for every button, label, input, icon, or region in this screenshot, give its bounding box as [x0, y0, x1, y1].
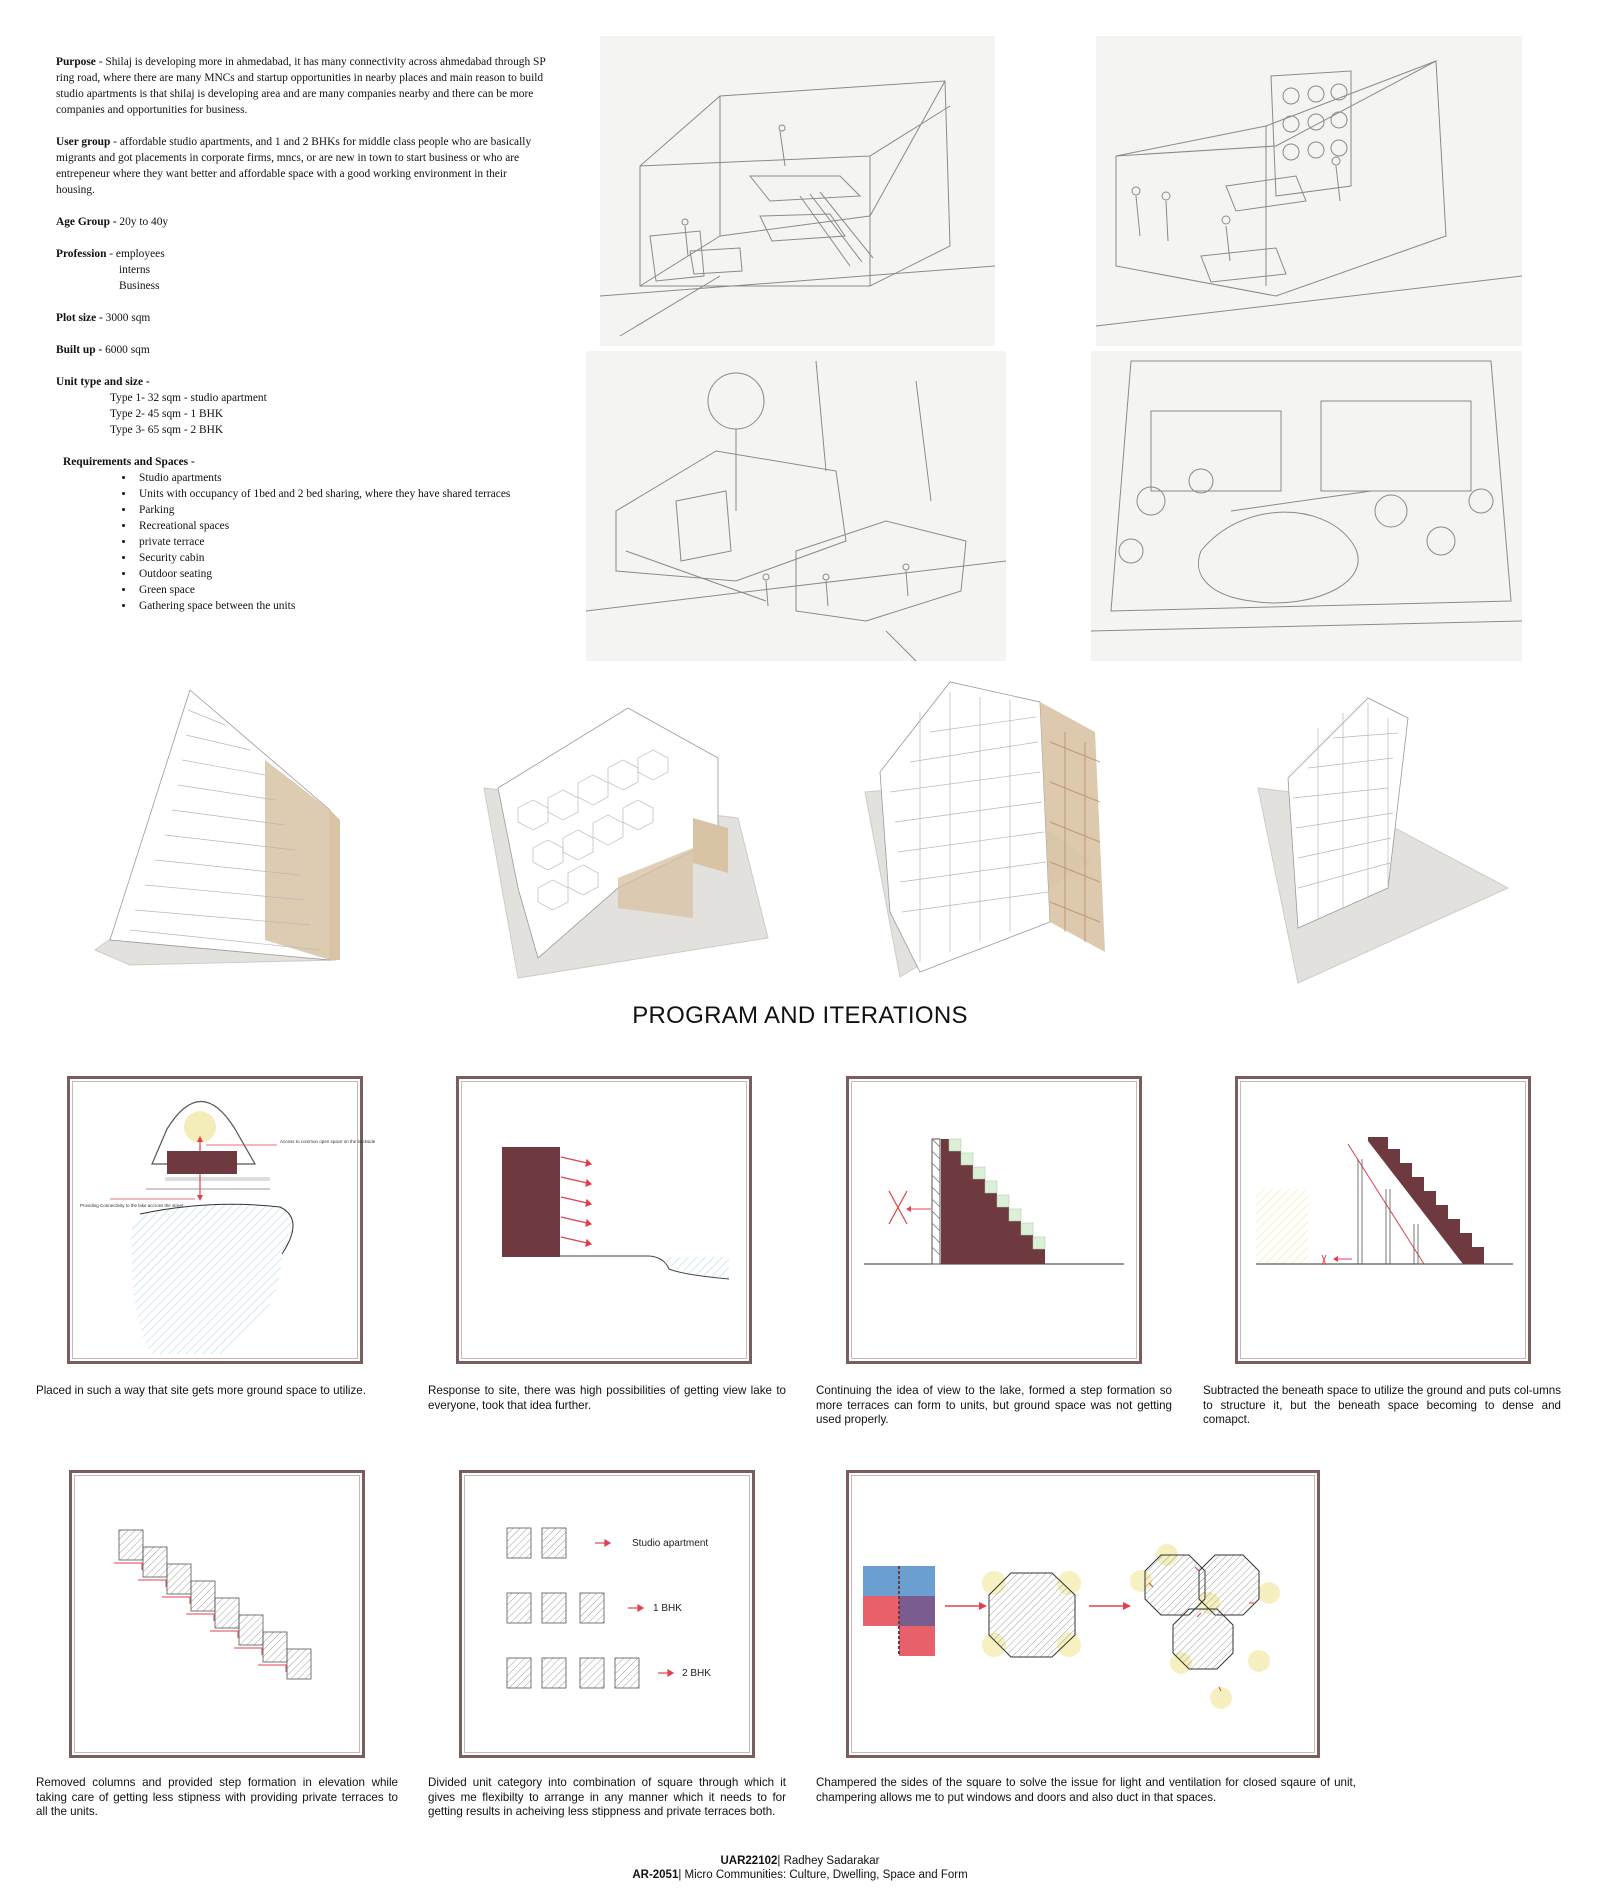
stepped-block: [1368, 1137, 1484, 1264]
ground-space-hatch: [1256, 1189, 1308, 1264]
octagon-unit: [1173, 1609, 1233, 1669]
profession-value: Business: [119, 280, 160, 292]
age-group-paragraph: [56, 214, 546, 230]
iteration-panel-1: [67, 1076, 376, 1364]
unit-type-paragraph: [56, 374, 546, 438]
profession-value: - employees: [106, 248, 165, 260]
massing-model-1: [90, 680, 390, 980]
unit-type-item: Type 3- 65 sqm - 2 BHK: [110, 424, 224, 436]
requirement-item: • Outdoor seating: [135, 566, 546, 582]
caption-1: Placed in such a way that site gets more ground space to utilize.: [36, 1384, 366, 1397]
course-name: | Micro Communities: Culture, Dwelling, Space and Form: [678, 1869, 968, 1881]
footer-line-course: [0, 1868, 1600, 1882]
iteration-panel-3: [846, 1076, 1142, 1364]
iteration-panel-6: [459, 1470, 755, 1758]
profession-value: interns: [119, 264, 151, 276]
octagon-unit: [989, 1573, 1075, 1657]
iteration-panel-2: [456, 1076, 752, 1364]
massing-model-2: [478, 688, 778, 988]
age-group-value: 20y to 40y: [119, 216, 169, 228]
requirement-item: • Parking: [135, 502, 546, 518]
octagon-unit: [1199, 1555, 1259, 1615]
requirement-item: • Units with occupancy of 1bed and 2 bed sharing, where they have shared terraces: [135, 486, 546, 502]
stepped-block: [941, 1139, 1045, 1264]
unit-red-square: [863, 1596, 899, 1626]
page-heading: PROGRAM AND ITERATIONS: [632, 1002, 968, 1029]
building-block: [502, 1147, 560, 1257]
octagon-unit: [1145, 1555, 1205, 1615]
caption-6: Divided unit category into combination of square through which it gives me flexibilty to arrange in any manner which it needs to for getting results in acheiving less stippness and private terraces both.: [428, 1776, 786, 1818]
requirement-item: • private terrace: [135, 534, 546, 550]
requirement-item: • Recreational spaces: [135, 518, 546, 534]
plot-size-value: 3000 sqm: [105, 312, 151, 324]
student-code: UAR22102: [720, 1855, 778, 1867]
course-code: AR-2051: [632, 1869, 679, 1881]
connectivity-note: Providing Connectivity to the lake accross the street: [80, 1203, 184, 1208]
label-1bhk: 1 BHK: [653, 1603, 682, 1614]
requirements-label: Requirements and Spaces -: [63, 456, 195, 468]
building-block: [167, 1151, 237, 1174]
unit-type-item: Type 2- 45 sqm - 1 BHK: [110, 408, 224, 420]
purpose-label: Purpose: [56, 56, 96, 68]
unit-type-label: Unit type and size -: [56, 376, 150, 388]
student-name: | Radhey Sadarakar: [777, 1855, 880, 1867]
lake-hatch: [131, 1204, 293, 1354]
user-group-label: User group: [56, 136, 111, 148]
purpose-paragraph: [56, 54, 546, 118]
sketch-site-aerial: [1091, 351, 1522, 661]
requirement-item: • Studio apartments: [135, 470, 546, 486]
access-note: Access to commun open space on the backside: [280, 1139, 376, 1144]
user-group-text: - affordable studio apartments, and 1 and 2 BHKs for middle class people who are basically migrants and got placements in corporate firms, mncs, or are new in town to start business or who are entrepeneur where they want better and affordable space with a good working environment in their housing.: [56, 136, 532, 196]
footer-line-student: [0, 1854, 1600, 1868]
requirements-list: [63, 470, 546, 614]
requirement-item: • Green space: [135, 582, 546, 598]
caption-2: Response to site, there was high possibilities of getting view lake to everyone, took that idea further.: [428, 1384, 786, 1412]
profession-paragraph: [56, 246, 546, 294]
purpose-text: - Shilaj is developing more in ahmedabad, it has many connectivity across ahmedabad through SP ring road, where there are many MNCs and startup opportunities in nearby places and main reason to build studio apartments is that shilaj is developing area and are many companies nearby and there can be more companies and opportunities for business.: [56, 56, 546, 116]
unit-type-item: Type 1- 32 sqm - studio apartment: [110, 392, 267, 404]
iteration-panel-5: [69, 1470, 365, 1758]
massing-model-4: [1238, 688, 1518, 988]
design-brief: [56, 54, 546, 614]
built-up-paragraph: [56, 342, 546, 358]
iteration-panel-4: [1235, 1076, 1531, 1364]
built-up-value: 6000 sqm: [105, 344, 150, 356]
built-up-label: Built up -: [56, 344, 106, 356]
unit-blue-square: [863, 1566, 899, 1596]
label-2bhk: 2 BHK: [682, 1668, 711, 1679]
massing-model-3: [860, 672, 1160, 992]
requirement-item: • Gathering space between the units: [135, 598, 546, 614]
caption-4: Subtracted the beneath space to utilize the ground and puts col-umns to structure it, but the beneath space becoming to dense and comapct.: [1203, 1384, 1561, 1426]
caption-3: Continuing the idea of view to the lake, formed a step formation so more terraces can form to units, but ground space was not getting used properly.: [816, 1384, 1172, 1426]
sketch-courtyard-perspective: [600, 36, 995, 346]
sketch-units-tree-perspective: [586, 351, 1006, 661]
plot-size-label: Plot size -: [56, 312, 106, 324]
user-group-paragraph: [56, 134, 546, 198]
sketch-interior-perspective: [1096, 36, 1522, 346]
age-group-label: Age Group -: [56, 216, 120, 228]
footer-credits: [0, 1854, 1600, 1882]
profession-label: Profession: [56, 248, 107, 260]
caption-7: Champered the sides of the square to solve the issue for light and ventilation for closed sqaure of unit, champering allows me to put windows and doors and also duct in that spaces.: [816, 1776, 1356, 1804]
label-studio-apartment: Studio apartment: [632, 1538, 709, 1549]
requirement-item: • Security cabin: [135, 550, 546, 566]
iteration-panel-7: [846, 1470, 1320, 1758]
cross-icon: [889, 1191, 907, 1224]
caption-5: Removed columns and provided step formation in elevation while taking care of getting less stipness with providing private terraces to all the units.: [36, 1776, 398, 1818]
requirements-block: [56, 454, 546, 614]
plot-size-paragraph: [56, 310, 546, 326]
